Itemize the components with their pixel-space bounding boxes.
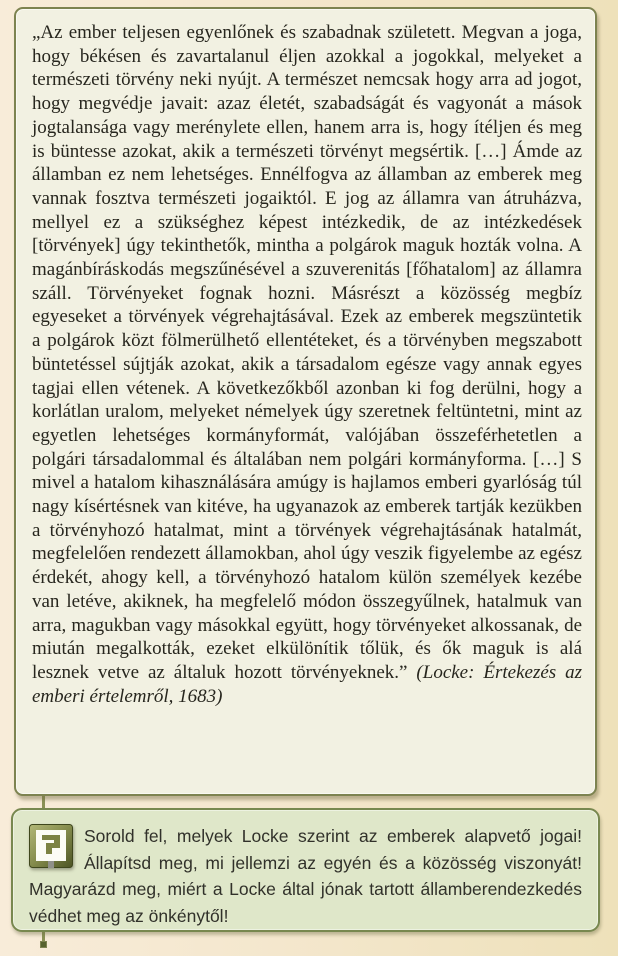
quote-text	[32, 21, 582, 708]
quote-source: (Locke: Értekezés az emberi értelemről, 1683)	[32, 661, 583, 707]
question-mark-icon	[29, 824, 73, 870]
quote-body: „Az ember teljesen egyenlőnek és szabadnak született. Megvan a joga, hogy békésen és zavartalanul éljen azokkal a jogokkal, melyeket a természeti törvény neki nyújt. A természet nemcsak hogy arra ad jogot, hogy megvédje javait: azaz életét, szabadságát és vagyonát a mások jogtalansága vagy merénylete ellen, hanem arra is, hogy ítéljen és meg is büntesse azokat, akik a természeti törvényt megsértik. […] Ámde az államban ez nem lehetséges. Ennélfogva az államban az emberek meg vannak fosztva természeti jogaiktól. E jog az államra van átruházva, mellyel ez a szükséghez képest intézkedik, de az intézkedések [törvények] úgy tekinthetők, mintha a polgárok maguk hozták volna. A magánbíráskodás megszűnésével a szuverenitás [főhatalom] az államra száll. Törvényeket fognak hozni. Másrészt a közösség megbíz egyeseket a törvények végrehajtásával. Ezek az emberek megszüntetik a polgárok közt fölmerülhető ellentéteket, és a törvényben megszabott büntetéssel sújtják azokat, akik a társadalom egésze vagy annak egyes tagjai ellen vétenek. A következőkből azonban ki fog derülni, hogy a korlátlan uralom, melyeket némelyek úgy szeretnek feltüntetni, mint az egyetlen lehetséges kormányformát, valójában összeférhetetlen a polgári társadalommal és általában nem polgári kormányforma. […] S mivel a hatalom kihasználására amúgy is hajlamos emberi gyarlóság túl nagy kísértésnek van kitéve, ha ugyanazok az emberek tartják kezükben a törvényhozó hatalmat, mint a törvények végrehajtásának hatalmát, megfelelően rendezett államokban, ahol úgy veszik figyelembe az egész érdekét, ahogy kell, a törvényhozó hatalom külön személyek kezébe van letéve, akiknek, ha megfelelő módon összegyűlnek, hatalmuk van arra, magukban vagy másokkal együtt, hogy törvényeket alkossanak, de miután megalkották, ezeket elkülönítik tőlük, és ők maguk is alá lesznek vetve az általuk hozott törvényeknek.”	[32, 22, 582, 683]
quote-box	[14, 7, 597, 796]
task-box	[11, 808, 600, 932]
connector-end-dot	[40, 941, 47, 948]
task-text: Sorold fel, melyek Locke szerint az emberek alapvető jogai! Állapítsd meg, mi jellemzi az egyén és a közösség viszonyát! Magyarázd meg, miért a Locke által jónak tartott államberendezkedés védhet meg az önkénytől!	[29, 826, 582, 927]
